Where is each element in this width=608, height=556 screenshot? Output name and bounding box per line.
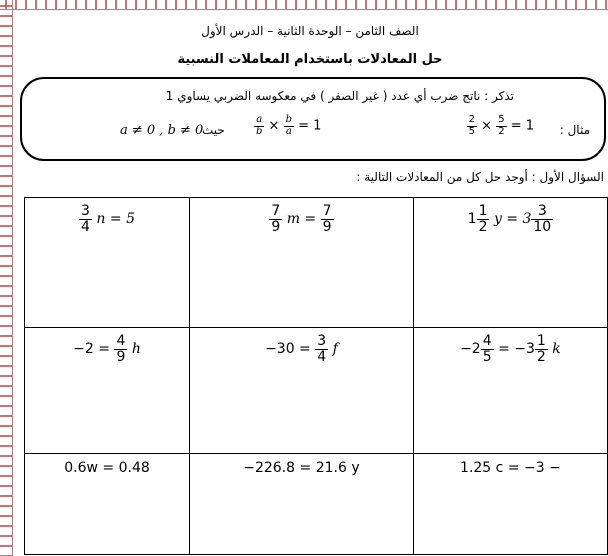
example-math: $\frac{2}{5}$ × $\frac{5}{2}$ = 1 (468, 114, 534, 137)
lesson-header: الصف الثامن – الوحدة الثانية – الدرس الأول (201, 24, 419, 38)
equation-cell[interactable] (25, 454, 190, 555)
equations-table (24, 197, 608, 555)
lesson-title: حل المعادلات باستخدام المعاملات النسبية (177, 52, 443, 67)
equation-cell[interactable] (190, 198, 414, 328)
fraction: $\frac{b}{a}$ (285, 114, 292, 137)
fraction: $\frac{2}{5}$ (468, 114, 475, 137)
equation: −226.8 = 21.6 y (243, 460, 360, 476)
example-label: مثال : (559, 123, 590, 137)
equation-cell[interactable] (413, 454, 607, 555)
remember-text: تذكر : ناتج ضرب أي عدد ( غير الصفر ) في معكوسه الضربي يساوي 1 (165, 89, 514, 103)
equation-cell[interactable] (190, 454, 414, 555)
where-label: حيث (202, 123, 225, 137)
page-border-left (0, 0, 13, 556)
equation-cell[interactable] (413, 198, 607, 328)
equation: 1 $\frac{1}{2}$ y = 3 $\frac{3}{10}$ (467, 203, 552, 235)
question-prompt: السؤال الأول : أوجد حل كل من المعادلات التالية : (356, 170, 604, 184)
equation: −2 = $\frac{4}{9}$ h (73, 333, 141, 365)
equation: −2 $\frac{4}{5}$ = −3 $\frac{1}{2}$ k (460, 333, 561, 365)
condition-text: a ≠ 0 , b ≠ 0 (120, 123, 204, 138)
equation: 1.25 c = −3 − (460, 460, 561, 476)
fraction: $\frac{a}{b}$ (256, 114, 263, 137)
equation: −30 = $\frac{3}{4}$ f (265, 333, 338, 365)
remember-box (20, 77, 606, 161)
equation-cell[interactable] (413, 328, 607, 454)
equation: 0.6w = 0.48 (64, 460, 150, 476)
equation-cell[interactable] (190, 328, 414, 454)
identity-math: $\frac{a}{b}$ × $\frac{b}{a}$ = 1 (256, 114, 322, 137)
equation: $\frac{7}{9}$ m = $\frac{7}{9}$ (271, 203, 332, 235)
fraction: $\frac{5}{2}$ (498, 114, 505, 137)
equation: $\frac{3}{4}$ n = 5 (81, 203, 135, 235)
page-border-top (0, 0, 608, 10)
equation-cell[interactable] (25, 198, 190, 328)
equation-cell[interactable] (25, 328, 190, 454)
